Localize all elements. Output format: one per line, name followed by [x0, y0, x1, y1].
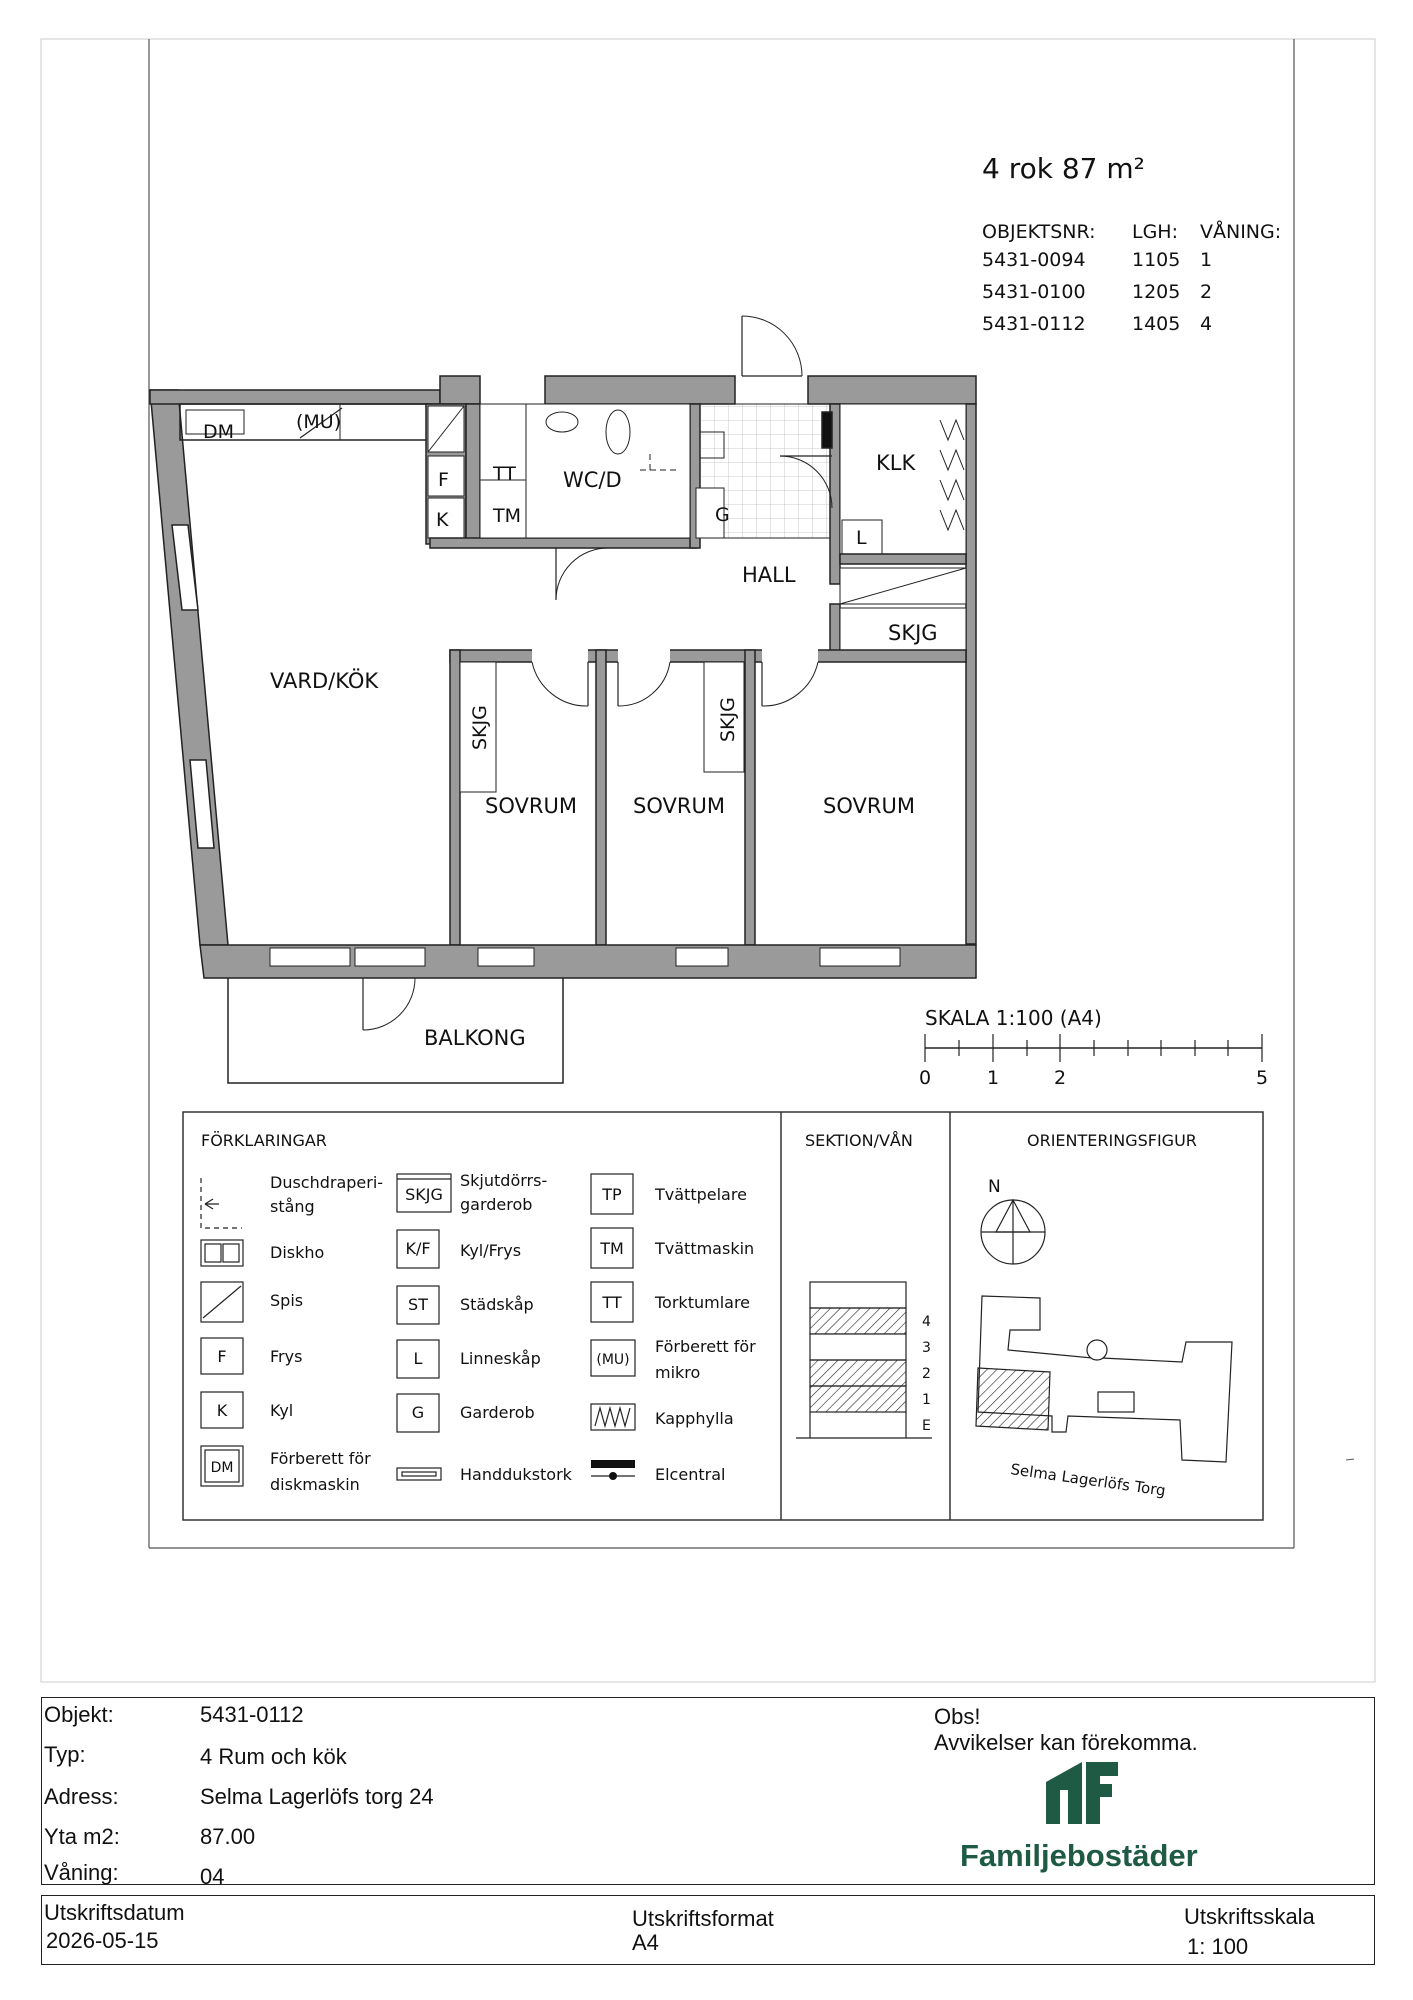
f-label: F — [438, 469, 449, 491]
g-label: G — [715, 504, 730, 526]
table-cell: 2 — [1200, 281, 1213, 303]
legend-symbol: L — [413, 1349, 423, 1368]
legend-text: mikro — [655, 1363, 701, 1382]
room-label-hall: HALL — [742, 563, 796, 587]
floor-number: 4 — [922, 1314, 931, 1330]
notice — [934, 1704, 1198, 1756]
room-label-wcd: WC/D — [563, 468, 622, 492]
legend-text: Tvättpelare — [655, 1185, 747, 1204]
legend-text: Förberett för — [655, 1337, 756, 1356]
tt-label: TT — [493, 463, 516, 485]
k-label: K — [436, 509, 449, 531]
adress-label: Adress: — [44, 1784, 119, 1809]
table-cell: 1205 — [1132, 281, 1181, 303]
orientation-heading: ORIENTERINGSFIGUR — [1027, 1131, 1197, 1150]
legend-text: Kapphylla — [655, 1409, 734, 1428]
adress-value: Selma Lagerlöfs torg 24 — [200, 1784, 434, 1809]
mu-label: (MU) — [296, 411, 342, 433]
legend-symbol: ST — [408, 1295, 428, 1314]
scale-tick: 1 — [987, 1067, 1000, 1089]
section-heading: SEKTION/VÅN — [805, 1131, 913, 1150]
legend-text: Kyl — [270, 1401, 294, 1420]
legend-symbol: TM — [600, 1239, 624, 1258]
legend-text: garderob — [460, 1195, 533, 1214]
scale-tick: 0 — [919, 1067, 932, 1089]
legend-text: Elcentral — [655, 1465, 726, 1484]
site-plan-map — [976, 1296, 1232, 1462]
legend-symbol: TP — [602, 1185, 622, 1204]
table-cell: 5431-0100 — [982, 281, 1086, 303]
table-cell: 4 — [1200, 313, 1213, 335]
room-label-skjg: SKJG — [717, 697, 739, 742]
floor-plan — [150, 316, 976, 1083]
yta-label: Yta m2: — [44, 1824, 120, 1849]
legend-text: Skjutdörrs- — [460, 1171, 548, 1190]
legend-text: Diskho — [270, 1243, 325, 1262]
print-format-value: A4 — [632, 1930, 659, 1955]
room-label-klk: KLK — [876, 451, 916, 475]
tm-label: TM — [493, 505, 521, 527]
room-label-skjg: SKJG — [888, 621, 938, 645]
scale-bar — [919, 1006, 1268, 1089]
street-label: Selma Lagerlöfs Torg — [1009, 1460, 1167, 1500]
legend-symbol: DM — [210, 1460, 234, 1476]
typ-label: Typ: — [44, 1742, 86, 1767]
table-cell: 5431-0094 — [982, 249, 1086, 271]
floor-number: 2 — [922, 1366, 931, 1382]
objekt-value: 5431-0112 — [200, 1702, 304, 1727]
compass-icon — [981, 1200, 1045, 1264]
table-cell: 1105 — [1132, 249, 1181, 271]
familjebostader-logo — [1046, 1762, 1118, 1824]
table-cell: 1 — [1200, 249, 1213, 271]
col-header-objektsnr: OBJEKTSNR: — [982, 221, 1096, 243]
section-diagram — [796, 1282, 932, 1438]
legend-text: Kyl/Frys — [460, 1241, 522, 1260]
legend-symbol: (MU) — [596, 1352, 630, 1368]
plan-title: 4 rok 87 m² — [982, 152, 1145, 185]
col-header-lgh: LGH: — [1132, 221, 1178, 243]
legend-symbol: G — [411, 1403, 425, 1422]
objekt-label: Objekt: — [44, 1702, 114, 1727]
notice-title: Obs! — [934, 1704, 981, 1729]
legend-text: Torktumlare — [655, 1293, 751, 1312]
floor-number: 3 — [922, 1340, 931, 1356]
print-date-value: 2026-05-15 — [46, 1928, 159, 1953]
room-label-vardkok: VARD/KÖK — [270, 669, 379, 693]
legend-box — [183, 1112, 1263, 1520]
legend-text: Duschdraperi- — [270, 1173, 384, 1192]
vaning-label: Våning: — [44, 1860, 119, 1885]
scale-label: SKALA 1:100 (A4) — [925, 1006, 1102, 1030]
legend-text: stång — [270, 1197, 315, 1216]
print-date-label: Utskriftsdatum — [44, 1900, 185, 1925]
legend-symbol: TT — [602, 1293, 622, 1312]
towel-dryer-icon — [397, 1468, 441, 1480]
legend-text: Städskåp — [460, 1295, 534, 1314]
legend-text: Spis — [270, 1291, 304, 1310]
print-scale-label: Utskriftsskala — [1184, 1904, 1315, 1929]
room-label-skjg: SKJG — [469, 705, 491, 750]
brand-name: Familjebostäder — [960, 1838, 1198, 1873]
print-scale-value: 1: 100 — [1187, 1934, 1249, 1959]
north-label: N — [988, 1177, 1001, 1197]
legend-text: Linneskåp — [460, 1349, 541, 1368]
shower-rail-arrow-icon — [205, 1199, 219, 1209]
legend-text: Handdukstork — [460, 1465, 572, 1484]
legend-text: Frys — [270, 1347, 303, 1366]
room-label-balkong: BALKONG — [424, 1026, 526, 1050]
legend-text: Förberett för — [270, 1449, 371, 1468]
legend-symbol: F — [217, 1347, 227, 1366]
floor-number: E — [922, 1418, 931, 1434]
room-label-sovrum: SOVRUM — [633, 794, 725, 818]
legend-symbol: SKJG — [405, 1185, 443, 1204]
room-label-sovrum: SOVRUM — [823, 794, 915, 818]
legend-text: Garderob — [460, 1403, 535, 1422]
legend-text: Tvättmaskin — [655, 1239, 755, 1258]
legend-symbol: K — [216, 1401, 228, 1420]
yta-value: 87.00 — [200, 1824, 256, 1849]
scale-tick: 5 — [1256, 1067, 1269, 1089]
legend-heading: FÖRKLARINGAR — [201, 1131, 327, 1150]
typ-value: 4 Rum och kök — [200, 1744, 347, 1769]
vaning-value: 04 — [200, 1864, 225, 1889]
electrical-panel-icon — [591, 1460, 635, 1480]
table-cell: 5431-0112 — [982, 313, 1086, 335]
legend-symbol: K/F — [405, 1239, 431, 1258]
room-label-sovrum: SOVRUM — [485, 794, 577, 818]
col-header-vaning: VÅNING: — [1200, 221, 1282, 243]
print-info-box — [41, 1895, 1375, 1965]
dm-label: DM — [203, 421, 235, 443]
scale-tick: 2 — [1054, 1067, 1067, 1089]
legend-text: diskmaskin — [270, 1475, 360, 1494]
property-info-box — [41, 1697, 1375, 1889]
l-label: L — [856, 527, 867, 549]
floor-number: 1 — [922, 1392, 931, 1408]
print-format-label: Utskriftsformat — [632, 1906, 774, 1931]
notice-text: Avvikelser kan förekomma. — [934, 1730, 1198, 1755]
table-cell: 1405 — [1132, 313, 1181, 335]
